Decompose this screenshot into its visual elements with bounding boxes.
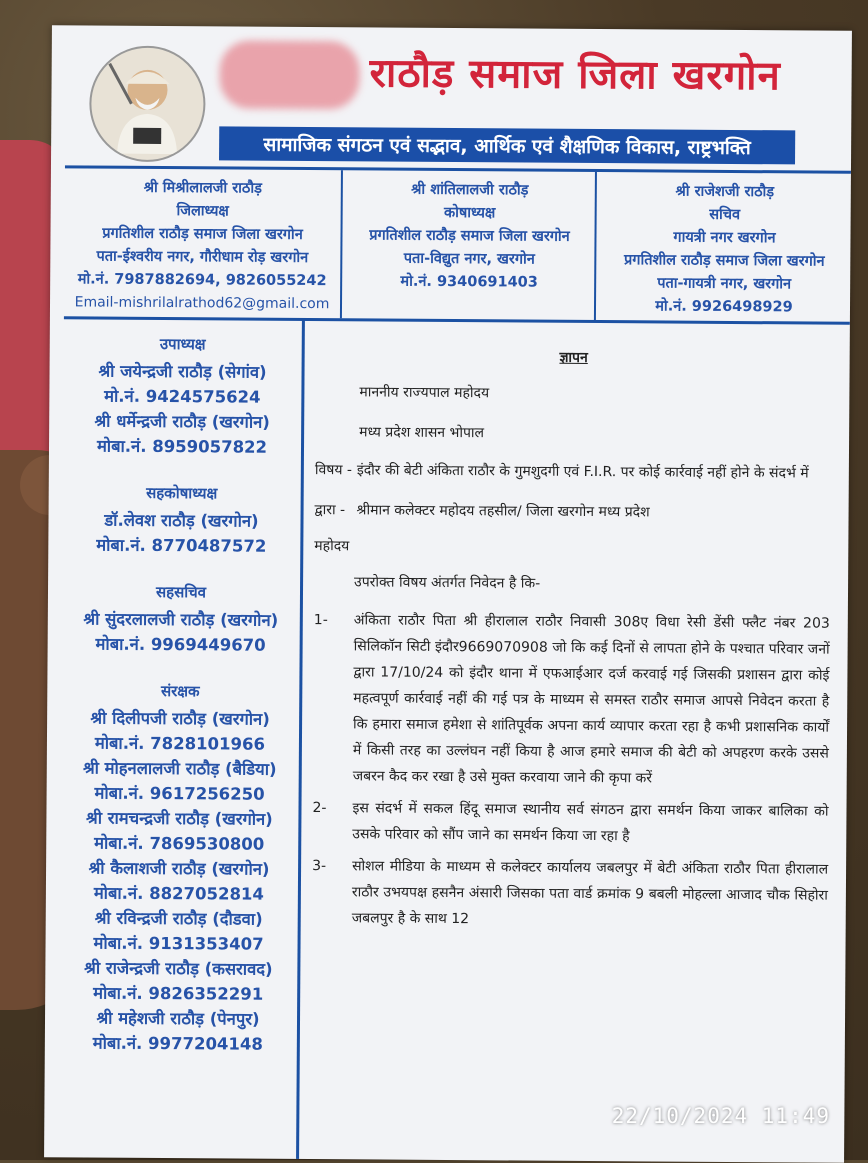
- org-title: राठौड़ समाज जिला खरगोन: [369, 50, 781, 100]
- officer-line: पता-ईश्वरीय नगर, गौरीधाम रोड़ खरगोन: [96, 248, 309, 267]
- via-text: श्रीमान कलेक्टर महोदय तहसील/ जिला खरगोन मध्य प्रदेश: [356, 502, 650, 521]
- officer-email: Email-mishrilalrathod62@gmail.com: [74, 294, 330, 313]
- memorandum-heading: ज्ञापन: [559, 349, 588, 366]
- member-line: श्री कैलाशजी राठौड़ (खरगोन): [88, 858, 270, 879]
- point-text: अंकिता राठौर पिता श्री हीरालाल राठौर निवासी 308ए विधा रेसी डेंसी फ्लैट नंबर 203 सिलिकॉन सिटी इंदौर9669070908 जो कि कई दिनों से लापता होने के पश्चात परिवार जनों द्वारा 17/10/24 को इंदौर थाना में एफआईआर दर्ज करवाई गई जिसकी प्रशासन द्वारा कोई महत्वपूर्ण कार्रवाई नहीं की गई पत्र के माध्यम से समस्त राठौर समाज आपसे निवेदन करता है कि हमारा समाज हमेशा से शांतिपूर्वक अपना कार्य व्यापार करता रहा है कभी प्रशासनिक कार्यों में किसी तरह का उल्लंघन नहीं किया है आज हमारे समाज की बेटी को अपहरण करके उससे जबरन कैद कर रखा है उसे मुक्त करवाया जाने की कृपा करें: [352, 612, 830, 787]
- member-line: श्री राजेन्द्रजी राठौड़ (कसरावद): [84, 958, 273, 979]
- addressee-line-1: माननीय राज्यपाल महोदय: [359, 384, 490, 402]
- point-2: [312, 795, 828, 851]
- section-patrons: [59, 678, 300, 1057]
- redacted-blur: [219, 40, 359, 109]
- officers-row: [64, 165, 851, 324]
- officer-treasurer: [344, 170, 597, 320]
- officer-line: प्रगतिशील राठौड़ समाज जिला खरगोन: [623, 252, 825, 270]
- member-line: श्री मोहनलालजी राठौड़ (बैडिया): [82, 758, 277, 779]
- portrait-icon: [97, 54, 198, 155]
- member-line: मोबा.नं. 8959057822: [96, 436, 268, 457]
- member-line: श्री दिलीपजी राठौड़ (खरगोन): [90, 708, 270, 729]
- officer-line: पता-विद्युत नगर, खरगोन: [403, 250, 535, 268]
- member-line: श्री रविन्द्रजी राठौड़ (दौडवा): [94, 908, 263, 929]
- sidebar-members: [58, 317, 305, 1159]
- member-line: श्री सुंदरलालजी राठौड़ (खरगोन): [83, 609, 279, 630]
- section-vice-president: [63, 331, 302, 460]
- member-line: मोबा.नं. 7828101966: [94, 733, 266, 754]
- section-co-secretary: [62, 579, 301, 658]
- officer-president: [64, 168, 343, 318]
- member-line: मोबा.नं. 8827052814: [93, 883, 265, 904]
- officer-line: मो.नं. 9340691403: [400, 273, 538, 291]
- point-text: इस संदर्भ में सकल हिंदू समाज स्थानीय सर्व संगठन द्वारा समर्थन किया जाकर बालिका को उसके परिवार को सौंप जाने का समर्थन किया जा रहा है: [352, 800, 829, 845]
- section-head: सहकोषाध्यक्ष: [146, 483, 218, 503]
- officer-line: श्री राजेशजी राठौड़: [675, 183, 775, 201]
- officer-line: पता-गायत्री नगर, खरगोन: [657, 275, 792, 293]
- member-line: मोबा.नं. 8770487572: [96, 535, 267, 556]
- officer-line: मो.नं. 9926498929: [655, 298, 793, 316]
- community-logo: [89, 45, 206, 162]
- subject-label: विषय -: [314, 462, 353, 479]
- member-line: श्री महेशजी राठौड़ (पेनपुर): [96, 1008, 260, 1029]
- member-line: मोबा.नं. 9617256250: [94, 783, 265, 804]
- officer-line: प्रगतिशील राठौड़ समाज जिला खरगोन: [369, 227, 570, 245]
- member-line: डॉ.लेवश राठौड़ (खरगोन): [104, 510, 259, 531]
- member-line: मो.नं. 9424575624: [104, 386, 261, 407]
- member-line: मोबा.नं. 9969449670: [95, 634, 266, 655]
- section-head: सहसचिव: [155, 582, 207, 602]
- officer-line: सचिव: [709, 206, 741, 224]
- member-line: श्री जयेन्द्रजी राठौड़ (सेगांव): [98, 361, 267, 382]
- officer-line: जिलाध्यक्ष: [176, 203, 229, 220]
- section-head: उपाध्यक्ष: [159, 334, 206, 354]
- member-line: मोबा.नं. 9977204148: [92, 1033, 263, 1054]
- member-line: श्री रामचन्द्रजी राठौड़ (खरगोन): [86, 808, 273, 829]
- addressee-line-2: मध्य प्रदेश शासन भोपाल: [359, 424, 485, 442]
- member-line: मोबा.नं. 9131353407: [93, 933, 264, 954]
- memorandum-body: [310, 327, 832, 1163]
- letter-paper: [44, 25, 852, 1163]
- photo-timestamp: 22/10/2024 11:49: [611, 1104, 830, 1128]
- tagline-band: सामाजिक संगठन एवं सद्भाव, आर्थिक एवं शैक्षणिक विकास, राष्ट्रभक्ति: [219, 126, 795, 164]
- subject-row: [315, 457, 831, 487]
- section-co-treasurer: [62, 480, 301, 559]
- officer-line: कोषाध्यक्ष: [443, 204, 496, 222]
- officer-line: प्रगतिशील राठौड़ समाज जिला खरगोन: [102, 225, 303, 243]
- point-1: [313, 607, 830, 793]
- officer-line: मो.नं. 7987882694, 9826055242: [77, 271, 327, 290]
- point-number: 3-: [312, 858, 327, 875]
- subject-text: इंदौर की बेटी अंकिता राठौर के गुमशुदगी एवं F.I.R. पर कोई कार्रवाई नहीं होने के संदर्भ में: [356, 462, 809, 482]
- member-line: मोबा.नं. 7869530800: [94, 833, 265, 854]
- member-line: मोबा.नं. 9826352291: [93, 983, 264, 1004]
- intro-line: उपरोक्त विषय अंतर्गत निवेदन है कि-: [354, 574, 541, 592]
- officer-secretary: [598, 172, 851, 322]
- point-3: [312, 853, 829, 935]
- via-row: [314, 497, 830, 527]
- point-number: 2-: [312, 800, 327, 817]
- officer-line: श्री मिश्रीलालजी राठौड़: [143, 179, 262, 197]
- point-number: 1-: [313, 612, 328, 629]
- member-line: श्री धर्मेन्द्रजी राठौड़ (खरगोन): [94, 411, 270, 432]
- officer-line: गायत्री नगर खरगोन: [673, 229, 776, 247]
- via-label: द्वारा -: [314, 502, 346, 519]
- point-text: सोशल मीडिया के माध्यम से कलेक्टर कार्यालय जबलपुर में बेटी अंकिता राठौर पिता हीरालाल राठौर उभयपक्ष हसनैन अंसारी जिसका पता वार्ड क्रमांक 9 बबली मोहल्ला आजाद चौक सिहोरा जबलपुर है के साथ 12: [351, 858, 829, 928]
- officer-line: श्री शांतिलालजी राठौड़: [411, 181, 529, 199]
- section-head: संरक्षक: [160, 681, 200, 701]
- salutation: महोदय: [314, 538, 350, 555]
